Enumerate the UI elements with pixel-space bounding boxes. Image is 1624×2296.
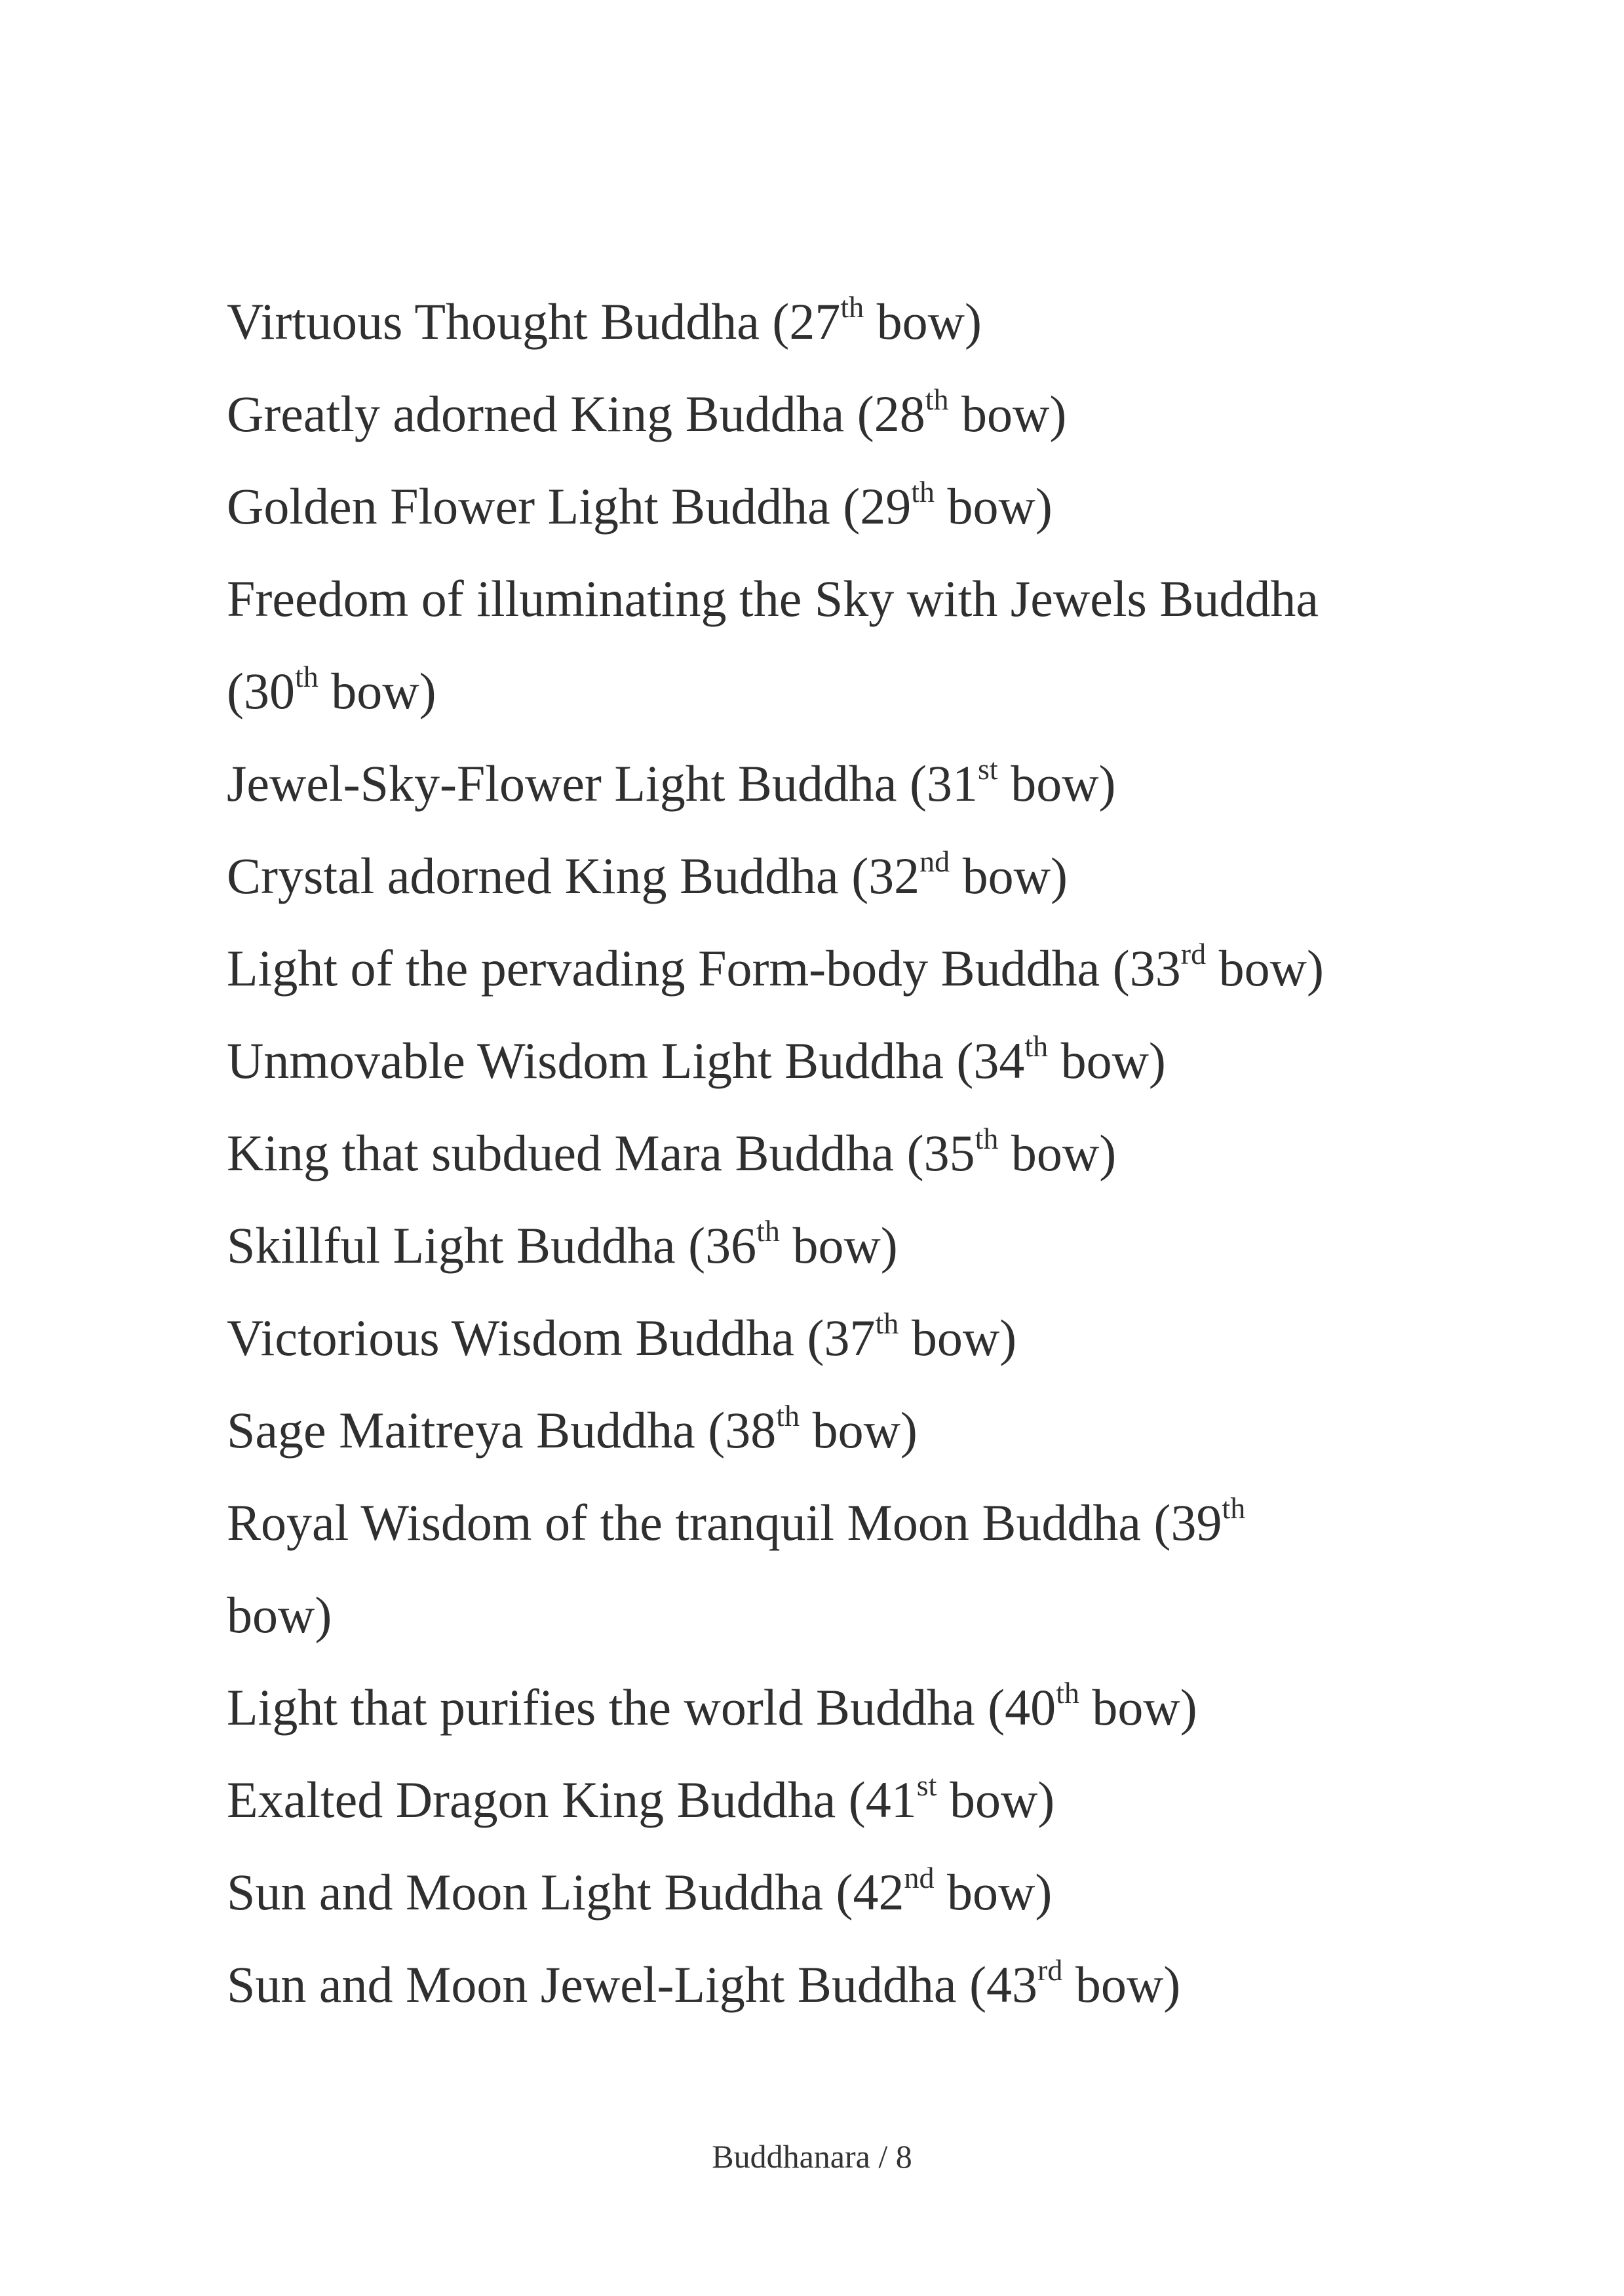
bow-entry-43: Sun and Moon Jewel-Light Buddha (43rd bow) <box>227 1953 1181 2013</box>
entry-number: 29 <box>860 478 912 535</box>
entry-name: Sun and Moon Light Buddha <box>227 1864 823 1921</box>
bow-entry-31: Jewel-Sky-Flower Light Buddha (31st bow) <box>227 752 1116 812</box>
entry-tail: bow) <box>1079 1679 1197 1736</box>
entry-tail: bow) <box>899 1309 1017 1366</box>
entry-name: Greatly adorned King Buddha <box>227 385 845 442</box>
entry-name: Jewel-Sky-Flower Light Buddha <box>227 755 897 812</box>
bow-entry-37: Victorious Wisdom Buddha (37th bow) <box>227 1307 1017 1366</box>
entry-tail: bow) <box>779 1217 898 1274</box>
entry-number: 32 <box>868 847 920 904</box>
page-footer: Buddhanara / 8 <box>712 2138 912 2175</box>
entry-ordinal: th <box>840 290 864 324</box>
entry-name: Light that purifies the world Buddha <box>227 1679 975 1736</box>
entry-name: Light of the pervading Form-body Buddha <box>227 940 1100 997</box>
bow-list <box>227 275 1420 2031</box>
entry-tail: bow) <box>800 1402 918 1459</box>
entry-number: 41 <box>865 1771 917 1828</box>
entry-number: 31 <box>927 755 978 812</box>
bow-entry-40: Light that purifies the world Buddha (40th bow) <box>227 1676 1197 1736</box>
entry-ordinal: th <box>776 1399 800 1432</box>
entry-number: 34 <box>973 1032 1025 1089</box>
bow-entry-34: Unmovable Wisdom Light Buddha (34th bow) <box>227 1029 1166 1089</box>
entry-name: Freedom of illuminating the Sky with Jewels Buddha <box>227 570 1319 627</box>
bow-entry-32: Crystal adorned King Buddha (32nd bow) <box>227 845 1068 904</box>
bow-entry-29: Golden Flower Light Buddha (29th bow) <box>227 475 1053 535</box>
entry-name: Golden Flower Light Buddha <box>227 478 830 535</box>
entry-ordinal: th <box>925 383 949 416</box>
entry-name: Exalted Dragon King Buddha <box>227 1771 836 1828</box>
bow-entry-28: Greatly adorned King Buddha (28th bow) <box>227 383 1067 442</box>
bow-entry-39: Royal Wisdom of the tranquil Moon Buddha (39th bow) <box>227 1491 1246 1643</box>
entry-ordinal: th <box>1056 1676 1079 1710</box>
entry-name: Unmovable Wisdom Light Buddha <box>227 1032 944 1089</box>
entry-name: Skillful Light Buddha <box>227 1217 676 1274</box>
entry-ordinal: nd <box>904 1861 935 1894</box>
entry-tail: bow) <box>937 1771 1055 1828</box>
entry-tail: bow) <box>1062 1956 1181 2013</box>
bow-entry-27: Virtuous Thought Buddha (27th bow) <box>227 290 982 350</box>
bow-entry-36: Skillful Light Buddha (36th bow) <box>227 1214 898 1274</box>
entry-tail: bow) <box>948 385 1067 442</box>
bow-entry-30: Freedom of illuminating the Sky with Jewels Buddha (30th bow) <box>227 570 1319 719</box>
entry-number: 28 <box>874 385 925 442</box>
entry-tail: bow) <box>934 1864 1053 1921</box>
entry-tail: bow) <box>1048 1032 1166 1089</box>
entry-tail: bow) <box>998 1124 1117 1181</box>
entry-ordinal: th <box>911 475 935 508</box>
entry-tail: bow) <box>318 662 436 719</box>
entry-tail: bow) <box>864 293 982 350</box>
entry-name: Royal Wisdom of the tranquil Moon Buddha <box>227 1494 1141 1551</box>
entry-number: 30 <box>243 662 295 719</box>
entry-ordinal: nd <box>919 845 950 878</box>
entry-name: Victorious Wisdom Buddha <box>227 1309 795 1366</box>
entry-tail: bow) <box>935 478 1053 535</box>
entry-number: 42 <box>853 1864 904 1921</box>
entry-number: 27 <box>789 293 841 350</box>
entry-number: 35 <box>923 1124 975 1181</box>
bow-entry-33: Light of the pervading Form-body Buddha (33rd bow) <box>227 937 1324 997</box>
bow-entry-41: Exalted Dragon King Buddha (41st bow) <box>227 1769 1055 1828</box>
entry-name: Virtuous Thought Buddha <box>227 293 760 350</box>
entry-ordinal: th <box>294 660 319 693</box>
entry-tail: bow) <box>997 755 1116 812</box>
bow-entry-38: Sage Maitreya Buddha (38th bow) <box>227 1399 918 1459</box>
entry-ordinal: rd <box>1180 937 1207 970</box>
entry-number: 36 <box>705 1217 757 1274</box>
entry-number: 37 <box>824 1309 876 1366</box>
entry-name: Sage Maitreya Buddha <box>227 1402 695 1459</box>
entry-ordinal: th <box>875 1307 899 1340</box>
entry-name: Sun and Moon Jewel-Light Buddha <box>227 1956 957 2013</box>
entry-tail: bow) <box>227 1586 332 1643</box>
entry-number: 33 <box>1129 940 1181 997</box>
entry-tail: bow) <box>950 847 1068 904</box>
bow-entry-42: Sun and Moon Light Buddha (42nd bow) <box>227 1861 1053 1921</box>
entry-ordinal: rd <box>1037 1953 1063 1987</box>
entry-ordinal: st <box>916 1769 937 1802</box>
entry-number: 40 <box>1005 1679 1056 1736</box>
bow-entry-35: King that subdued Mara Buddha (35th bow) <box>227 1122 1117 1181</box>
entry-ordinal: th <box>756 1214 780 1248</box>
entry-name: King that subdued Mara Buddha <box>227 1124 895 1181</box>
entry-ordinal: th <box>1024 1029 1049 1063</box>
entry-tail: bow) <box>1206 940 1324 997</box>
entry-name: Crystal adorned King Buddha <box>227 847 839 904</box>
entry-ordinal: th <box>1222 1491 1246 1525</box>
entry-number: 39 <box>1170 1494 1222 1551</box>
entry-ordinal: th <box>975 1122 999 1155</box>
entry-number: 38 <box>725 1402 777 1459</box>
entry-ordinal: st <box>978 752 998 786</box>
entry-number: 43 <box>986 1956 1038 2013</box>
